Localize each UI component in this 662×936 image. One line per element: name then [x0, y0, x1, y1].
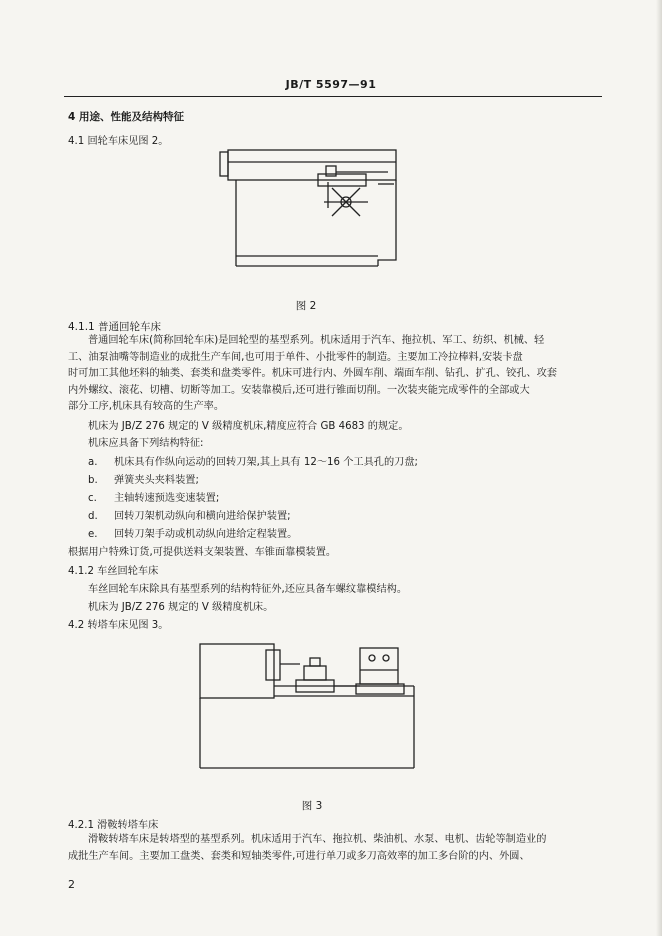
section-4-2-1-title: 4.2.1 滑鞍转塔车床 [68, 820, 159, 831]
section-4-1-1-para2: 机床为 JB/Z 276 规定的 V 级精度机床,精度应符合 GB 4683 的规定。 [88, 421, 409, 432]
section-4-1-2-title: 4.1.2 车丝回轮车床 [68, 566, 159, 577]
figure-3-caption: 图 3 [301, 800, 323, 812]
feature-text: 主轴转速预选变速装置; [114, 493, 220, 504]
para1-line: 普通回轮车床(简称回轮车床)是回轮型的基型系列。机床适用于汽车、拖拉机、军工、纺织、机械、轻 [88, 335, 545, 346]
feature-marker: c. [88, 493, 97, 504]
section-4-1-1-para1 [68, 333, 588, 416]
para1-line: 时可加工其他坯料的轴类、套类和盘类零件。机床可进行内、外圆车削、端面车削、钻孔、扩孔、铰孔、攻套 [68, 368, 557, 379]
section-4-1-2-para2: 机床为 JB/Z 276 规定的 V 级精度机床。 [88, 602, 274, 613]
para1-line: 内外螺纹、滚花、切槽、切断等加工。安装靠模后,还可进行锥面切削。一次装夹能完成零件的全部或大 [68, 384, 530, 396]
figure-2-capstan-lathe [218, 148, 398, 270]
feature-text: 回转刀架手动或机动纵向进给定程装置。 [114, 529, 298, 540]
section-4-1-2-para1: 车丝回轮车床除具有基型系列的结构特征外,还应具备车螺纹靠模结构。 [88, 584, 408, 595]
feature-marker: a. [88, 457, 98, 468]
para1-line: 工、油泵油嘴等制造业的成批生产车间,也可用于单件、小批零件的制造。主要加工冷拉棒料,安装卡盘 [68, 351, 523, 363]
section-4-1-1-para3: 机床应具备下列结构特征: [88, 438, 204, 449]
figure-2-caption: 图 2 [295, 300, 317, 312]
page-number: 2 [68, 878, 75, 891]
feature-text: 弹簧夹头夹料装置; [114, 475, 199, 486]
section-4-1-1-para4: 根据用户特殊订货,可提供送料支架装置、车锥面靠模装置。 [68, 547, 337, 558]
figure-3-turret-lathe [196, 636, 420, 772]
section-4-title: 4 用途、性能及结构特征 [68, 111, 184, 123]
feature-marker: e. [88, 529, 98, 540]
para-line: 成批生产车间。主要加工盘类、套类和短轴类零件,可进行单刀或多刀高效率的加工多台阶的内、外圆、 [68, 850, 530, 862]
section-4-1: 4.1 回轮车床见图 2。 [68, 136, 169, 147]
feature-marker: b. [88, 475, 98, 486]
para-line: 滑鞍转塔车床是转塔型的基型系列。机床适用于汽车、拖拉机、柴油机、水泵、电机、齿轮等制造业的 [88, 834, 547, 845]
standard-number-header: JB/T 5597—91 [285, 78, 377, 91]
section-4-2: 4.2 转塔车床见图 3。 [68, 620, 169, 631]
section-4-2-1-para1 [68, 832, 588, 865]
section-4-1-1-title: 4.1.1 普通回轮车床 [68, 321, 162, 333]
feature-marker: d. [88, 511, 98, 522]
para1-line: 部分工序,机床具有较高的生产率。 [68, 401, 225, 412]
header-rule [64, 96, 602, 97]
feature-text: 回转刀架机动纵向和横向进给保护装置; [114, 511, 291, 522]
page-edge-shadow [656, 0, 662, 936]
feature-text: 机床具有作纵向运动的回转刀架,其上具有 12～16 个工具孔的刀盘; [114, 457, 418, 468]
